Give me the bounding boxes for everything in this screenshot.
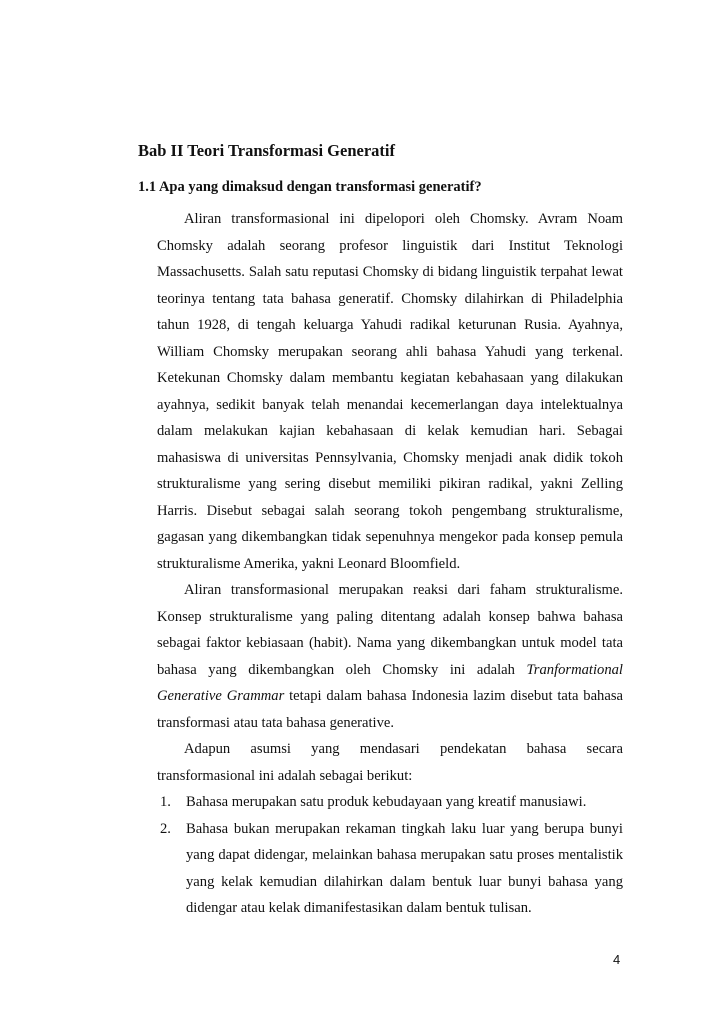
paragraph-chomsky-background: Aliran transformasional ini dipelopori oleh Chomsky. Avram Noam Chomsky adalah seorang profesor linguistik dari Institut Teknologi Massachusetts. Salah satu reputasi Chomsky di bidang linguistik terpahat lewat teorinya tentang tata bahasa generatif. Chomsky dilahirkan di Philadelphia tahun 1928, di tengah keluarga Yahudi radikal keturunan Rusia. Ayahnya, William Chomsky merupakan seorang ahli bahasa Yahudi yang terkenal. Ketekunan Chomsky dalam membantu kegiatan kebahasaan yang dilakukan ayahnya, sedikit banyak telah menandai kecemerlangan daya intelektualnya dalam melakukan kajian kebahasaan di kelak kemudian hari. Sebagai mahasiswa di universitas Pennsylvania, Chomsky menjadi anak didik tokoh strukturalisme yang sering disebut memiliki pikiran radikal, yakni Zelling Harris. Disebut sebagai salah seorang tokoh pengembang strukturalisme, gagasan yang dikembangkan tidak sepenuhnya mengekor pada konsep pemula strukturalisme Amerika, yakni Leonard Bloomfield. — [157, 211, 623, 572]
section-title: 1.1 Apa yang dimaksud dengan transformasi generatif? — [138, 179, 482, 195]
list-item — [157, 816, 623, 922]
paragraph-text-after-italic: tetapi dalam bahasa Indonesia lazim disebut tata bahasa transformasi atau tata bahasa generative. — [157, 688, 623, 731]
list-item-text: Bahasa merupakan satu produk kebudayaan yang kreatif manusiawi. — [186, 794, 587, 810]
list-item-number: 2. — [160, 820, 171, 837]
list-item-number: 1. — [160, 794, 171, 810]
paragraph-text-before-italic: Aliran transformasional merupakan reaksi dari faham strukturalisme. Konsep strukturalisme yang paling ditentang adalah konsep bahwa bahasa sebagai faktor kebiasaan (habit). Nama yang dikembangkan untuk model tata bahasa yang dikembangkan oleh Chomsky ini adalah — [157, 582, 623, 678]
paragraph-transformational-reaction — [157, 577, 623, 736]
section-body — [157, 206, 623, 922]
assumptions-list — [157, 789, 623, 922]
paragraph-assumptions-intro: Adapun asumsi yang mendasari pendekatan bahasa secara transformasional ini adalah sebagai berikut: — [157, 741, 623, 784]
page-number: 4 — [613, 952, 621, 967]
list-item — [157, 789, 623, 816]
italic-term: Tranformational Generative Grammar — [157, 661, 623, 704]
chapter-title: Bab II Teori Transformasi Generatif — [138, 141, 395, 160]
list-item-text: Bahasa bukan merupakan rekaman tingkah laku luar yang berupa bunyi yang dapat didengar, melainkan bahasa merupakan satu proses mentalistik yang kelak kemudian dilahirkan dalam bentuk luar bunyi bahasa yang didengar atau kelak dimanifestasikan dalam bentuk tulisan. — [186, 820, 623, 916]
